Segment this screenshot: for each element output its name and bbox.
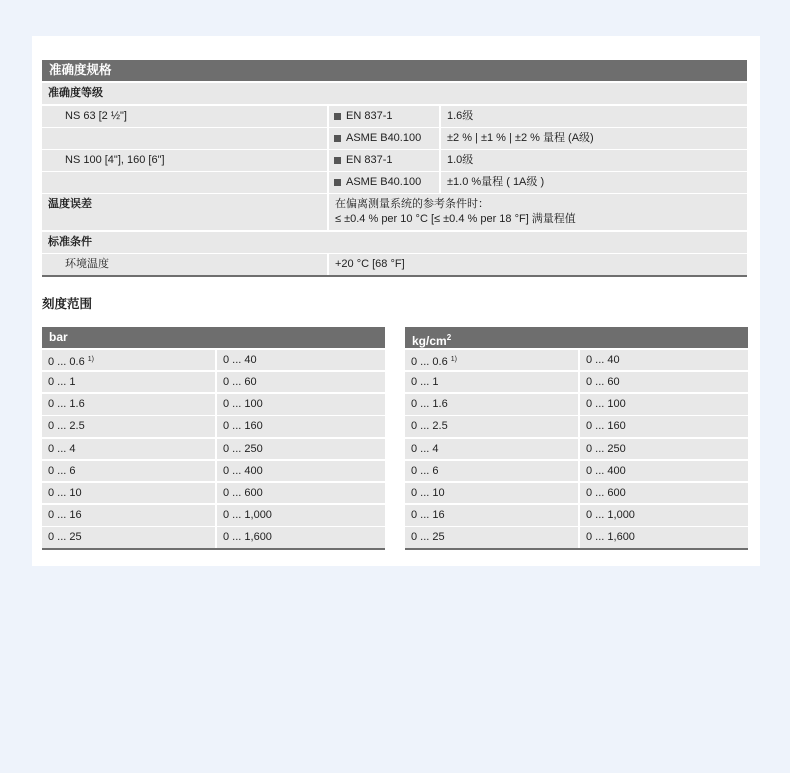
accuracy-value: ±1.0 %量程 ( 1A级 ) xyxy=(441,172,747,193)
size-label: NS 100 [4"], 160 [6"] xyxy=(42,150,327,171)
bullet-square-icon xyxy=(334,135,341,142)
accuracy-class-label: 准确度等级 xyxy=(42,83,747,104)
bar-range-rows xyxy=(42,350,385,548)
range-value: 0 ... 6 xyxy=(48,464,76,477)
unit-label: bar xyxy=(49,330,68,344)
range-cell-right: 0 ... 1,000 xyxy=(217,505,385,525)
range-value: 0 ... 6 xyxy=(411,464,439,477)
standard-label: EN 837-1 xyxy=(346,154,393,166)
range-cell-right: 0 ... 1,600 xyxy=(580,527,748,547)
range-cell-left xyxy=(405,505,578,525)
standard-cell xyxy=(329,128,439,149)
table-row xyxy=(405,505,748,525)
range-cell-left xyxy=(405,527,578,547)
table-row xyxy=(42,350,385,370)
bar-unit-header xyxy=(42,327,385,348)
temperature-error-row xyxy=(42,194,747,230)
table-row xyxy=(42,461,385,481)
temperature-error-line1: 在偏离测量系统的参考条件时： xyxy=(335,198,489,210)
range-value: 0 ... 25 xyxy=(48,531,82,544)
table-row xyxy=(405,372,748,392)
table-row xyxy=(42,106,747,127)
range-cell-left xyxy=(405,439,578,459)
size-label: NS 63 [2 ½"] xyxy=(42,106,327,127)
reference-conditions-label: 标准条件 xyxy=(42,232,747,253)
table-row xyxy=(42,128,747,149)
range-value: 0 ... 25 xyxy=(411,531,445,544)
range-cell-right: 0 ... 60 xyxy=(217,372,385,392)
section-divider xyxy=(42,275,747,277)
scale-range-title: 刻度范围 xyxy=(42,297,93,311)
range-cell-left xyxy=(405,350,578,370)
size-spacer xyxy=(42,172,327,193)
range-cell-right: 0 ... 100 xyxy=(217,394,385,414)
range-value: 0 ... 4 xyxy=(411,442,439,455)
range-value: 0 ... 16 xyxy=(48,509,82,522)
bullet-square-icon xyxy=(334,179,341,186)
temperature-error-label: 温度误差 xyxy=(42,194,327,230)
range-cell-right: 0 ... 160 xyxy=(217,416,385,436)
accuracy-value: 1.0级 xyxy=(441,150,747,171)
table-row xyxy=(405,461,748,481)
table-bottom-rule xyxy=(405,548,748,550)
unit-superscript: 2 xyxy=(446,333,452,342)
range-cell-left xyxy=(405,394,578,414)
range-cell-right: 0 ... 600 xyxy=(217,483,385,503)
range-value: 0 ... 16 xyxy=(411,509,445,522)
range-cell-left xyxy=(405,372,578,392)
table-row xyxy=(42,372,385,392)
range-cell-left xyxy=(405,461,578,481)
accuracy-value: 1.6级 xyxy=(441,106,747,127)
range-cell-left xyxy=(42,350,215,370)
range-cell-left xyxy=(42,439,215,459)
standard-label: EN 837-1 xyxy=(346,110,393,122)
table-row xyxy=(42,394,385,414)
table-row xyxy=(405,416,748,436)
standard-label: ASME B40.100 xyxy=(346,176,422,188)
spec-sheet-page xyxy=(32,36,760,566)
range-value: 0 ... 0.6 xyxy=(48,355,85,368)
table-row xyxy=(42,439,385,459)
footnote-mark: 1) xyxy=(87,355,94,363)
range-cell-left xyxy=(42,416,215,436)
accuracy-value: ±2 % | ±1 % | ±2 % 量程 (A级) xyxy=(441,128,747,149)
size-spacer xyxy=(42,128,327,149)
kgcm2-range-table xyxy=(405,327,748,550)
standard-cell xyxy=(329,150,439,171)
range-cell-right: 0 ... 250 xyxy=(217,439,385,459)
range-cell-right: 0 ... 250 xyxy=(580,439,748,459)
range-cell-left xyxy=(42,461,215,481)
ambient-temperature-value: +20 °C [68 °F] xyxy=(329,254,747,275)
bullet-square-icon xyxy=(334,113,341,120)
range-cell-left xyxy=(42,483,215,503)
table-row xyxy=(42,150,747,171)
accuracy-section-header: 准确度规格 xyxy=(42,60,747,81)
footnote-mark: 1) xyxy=(450,355,457,363)
ambient-temperature-label: 环境温度 xyxy=(42,254,327,275)
range-value: 0 ... 10 xyxy=(411,487,445,500)
range-cell-right: 0 ... 1,000 xyxy=(580,505,748,525)
table-bottom-rule xyxy=(42,548,385,550)
range-cell-right: 0 ... 100 xyxy=(580,394,748,414)
standard-label: ASME B40.100 xyxy=(346,132,422,144)
bar-range-table xyxy=(42,327,385,550)
range-value: 0 ... 4 xyxy=(48,442,76,455)
range-cell-right: 0 ... 600 xyxy=(580,483,748,503)
kgcm2-unit-header xyxy=(405,327,748,348)
table-row xyxy=(405,483,748,503)
range-cell-left xyxy=(405,483,578,503)
range-value: 0 ... 1.6 xyxy=(48,398,85,411)
range-value: 0 ... 10 xyxy=(48,487,82,500)
standard-cell xyxy=(329,172,439,193)
range-value: 0 ... 1.6 xyxy=(411,398,448,411)
table-row xyxy=(42,172,747,193)
range-cell-left xyxy=(405,416,578,436)
table-row xyxy=(405,394,748,414)
range-value: 0 ... 1 xyxy=(48,376,76,389)
range-cell-right: 0 ... 40 xyxy=(580,350,748,370)
temperature-error-value xyxy=(329,194,747,230)
table-row xyxy=(405,350,748,370)
range-cell-right: 0 ... 60 xyxy=(580,372,748,392)
table-row xyxy=(42,483,385,503)
range-cell-right: 0 ... 400 xyxy=(580,461,748,481)
accuracy-class-row xyxy=(42,83,747,104)
table-row xyxy=(42,527,385,547)
range-value: 0 ... 2.5 xyxy=(411,420,448,433)
standard-cell xyxy=(329,106,439,127)
range-cell-left xyxy=(42,505,215,525)
range-cell-left xyxy=(42,394,215,414)
bullet-square-icon xyxy=(334,157,341,164)
reference-conditions-row xyxy=(42,232,747,253)
range-cell-right: 0 ... 40 xyxy=(217,350,385,370)
table-row xyxy=(405,527,748,547)
kgcm2-range-rows xyxy=(405,350,748,548)
range-cell-right: 0 ... 160 xyxy=(580,416,748,436)
ambient-temperature-row xyxy=(42,254,747,275)
temperature-error-line2: ≤ ±0.4 % per 10 °C [≤ ±0.4 % per 18 °F] 满量程值 xyxy=(335,213,576,225)
range-cell-left xyxy=(42,372,215,392)
range-cell-right: 0 ... 400 xyxy=(217,461,385,481)
range-value: 0 ... 2.5 xyxy=(48,420,85,433)
table-row xyxy=(405,439,748,459)
range-value: 0 ... 0.6 xyxy=(411,355,448,368)
unit-label: kg/cm xyxy=(412,334,447,348)
range-cell-right: 0 ... 1,600 xyxy=(217,527,385,547)
table-row xyxy=(42,505,385,525)
range-value: 0 ... 1 xyxy=(411,376,439,389)
range-cell-left xyxy=(42,527,215,547)
table-row xyxy=(42,416,385,436)
